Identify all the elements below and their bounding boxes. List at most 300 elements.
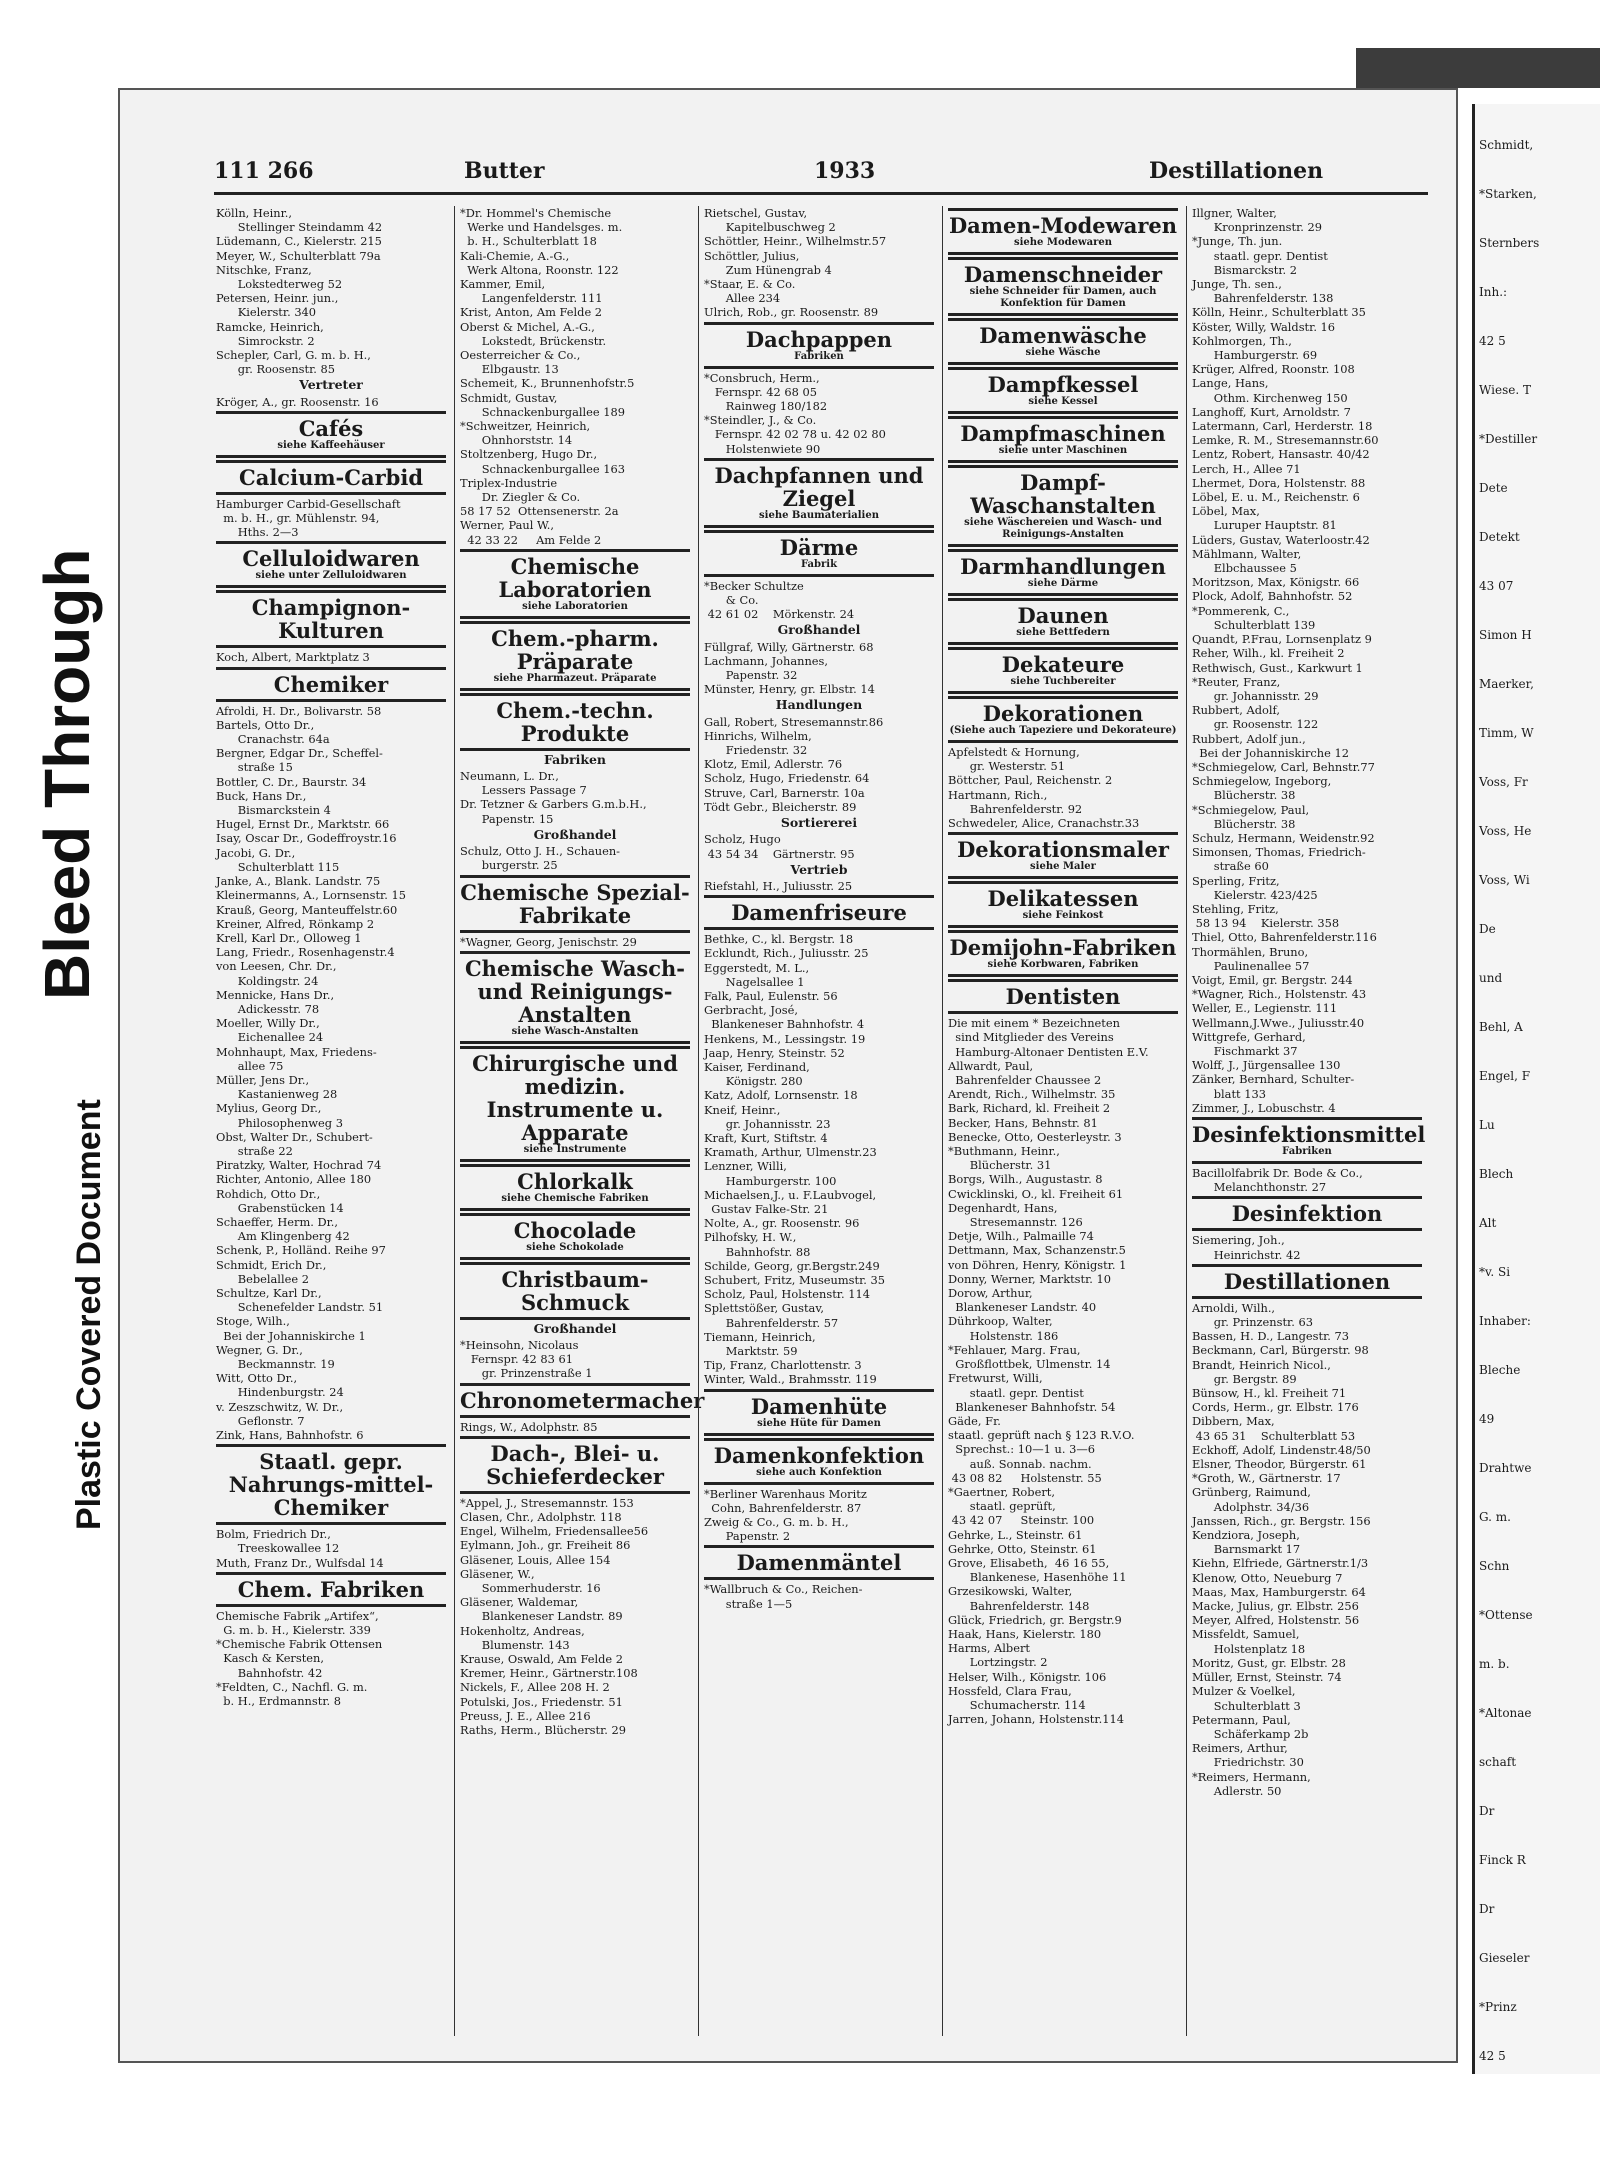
section-title: Damenhüte: [750, 1393, 888, 1419]
directory-entry: Preuss, J. E., Allee 216: [460, 1708, 591, 1723]
column-5: [1192, 206, 1426, 1798]
facing-page-fragment-line: Alt: [1479, 1216, 1497, 1230]
directory-entry: Bolm, Friedrich Dr., Treeskowallee 12: [216, 1527, 340, 1556]
section-title: Chlorkalk: [517, 1168, 633, 1194]
section-heading: [948, 465, 1178, 547]
directory-entry: *Wallbruch & Co., Reichen- straße 1—5: [704, 1582, 863, 1611]
directory-entry: *Steindler, J., & Co. Fernspr. 42 02 78 u. 42 02 80 Holstenwiete 90: [704, 413, 886, 456]
section-heading: [948, 930, 1178, 977]
directory-entry: Schulz, Otto J. H., Schauen- burgerstr. 25: [460, 844, 621, 873]
directory-entry: Janke, A., Blank. Landstr. 75: [216, 874, 381, 889]
facing-page-fragment-line: *Starken,: [1479, 187, 1537, 201]
directory-entry: Muth, Franz Dr., Wulfsdal 14: [216, 1555, 384, 1570]
facing-page-fragment-line: Inh.:: [1479, 285, 1508, 299]
section-heading: [460, 1213, 690, 1260]
directory-entry: Schmidt, Gustav, Schnackenburgallee 189: [460, 390, 626, 419]
section-title: Dampfmaschinen: [960, 421, 1166, 446]
directory-entry: von Leesen, Chr. Dr., Koldingstr. 24: [216, 959, 337, 988]
section-title: Damenfriseure: [731, 900, 907, 926]
directory-entry: *Heinsohn, Nicolaus: [460, 1337, 579, 1352]
directory-entry: Ramcke, Heinrich, Simrockstr. 2: [216, 319, 324, 348]
section-heading: [1192, 1264, 1422, 1299]
section-heading: [216, 411, 446, 458]
directory-entry: Rings, W., Adolphstr. 85: [460, 1419, 598, 1434]
directory-entry: *Schmiegelow, Carl, Behnstr.77: [1192, 759, 1375, 774]
section-note: siehe Chemische Fabriken: [501, 1192, 649, 1204]
section-heading: [704, 322, 934, 369]
section-title: Damenkonfektion: [713, 1442, 925, 1468]
directory-entry: Clasen, Chr., Adolphstr. 118: [460, 1509, 622, 1524]
directory-entry: Wolff, J., Jürgensallee 130: [1192, 1058, 1341, 1073]
bleed-through-label: Bleed Through: [31, 548, 103, 1000]
directory-entry: Scholz, Hugo 43 54 34 Gärtnerstr. 95: [704, 832, 855, 861]
facing-page-fragment-line: Detekt: [1479, 530, 1520, 544]
directory-entry: Bacillolfabrik Dr. Bode & Co., Melanchthonstr. 27: [1192, 1166, 1363, 1195]
facing-page-fragment-line: Wiese. T: [1479, 383, 1531, 397]
section-title: Damenschneider: [963, 262, 1163, 287]
directory-entry: Wegner, G. Dr., Beckmannstr. 19: [216, 1342, 335, 1371]
directory-entry: Bartels, Otto Dr., Cranachstr. 64a: [216, 717, 330, 747]
section-title: Dampf-Waschanstalten: [970, 470, 1156, 518]
directory-entry: Füllgraf, Willy, Gärtnerstr. 68: [704, 639, 874, 654]
section-title: Dach-, Blei- u. Schieferdecker: [486, 1440, 664, 1489]
directory-entry: Latermann, Carl, Herderstr. 18: [1192, 419, 1373, 434]
section-title: Destillationen: [1223, 1268, 1391, 1294]
directory-entry: Böttcher, Paul, Reichenstr. 2: [948, 773, 1113, 788]
directory-entry: Müller, Jens Dr., Kastanienweg 28: [216, 1072, 338, 1102]
section-heading: [704, 1438, 934, 1485]
facing-page-fragment: [1472, 104, 1600, 2074]
section-heading: [948, 832, 1178, 879]
directory-entry: Plock, Adolf, Bahnhofstr. 52: [1192, 589, 1353, 604]
directory-entry: *Chemische Fabrik Ottensen Kasch & Kersten, Bahnhofstr. 42: [216, 1637, 383, 1680]
facing-page-fragment-line: Engel, F: [1479, 1069, 1531, 1083]
column-1: [216, 206, 446, 1708]
directory-entry: Grove, Elisabeth, 46 16 55, Blankenese, Hasenhöhe 11: [948, 1555, 1127, 1585]
directory-entry: Illgner, Walter, Kronprinzenstr. 29: [1192, 206, 1323, 235]
directory-entry: Köster, Willy, Waldstr. 16: [1192, 319, 1336, 334]
section-heading: [948, 416, 1178, 463]
directory-entry: Schöttler, Julius, Zum Hünengrab 4: [704, 248, 832, 277]
directory-entry: Hokenholtz, Andreas, Blumenstr. 143: [460, 1623, 585, 1652]
directory-entry: Mählmann, Walter, Elbchaussee 5: [1192, 546, 1302, 576]
directory-entry: Cwicklinski, O., kl. Freiheit 61: [948, 1186, 1124, 1201]
section-note: Fabriken: [1282, 1146, 1332, 1157]
facing-page-fragment-line: 42 5: [1479, 334, 1506, 348]
section-note: Fabrik: [800, 558, 838, 570]
directory-entry: Werner, Paul W., 42 33 22 Am Felde 2: [460, 518, 602, 547]
section-note: siehe Bettfedern: [1016, 627, 1110, 638]
facing-page-fragment-line: Voss, Fr: [1479, 775, 1528, 789]
directory-entry: Raths, Herm., Blücherstr. 29: [460, 1722, 627, 1737]
section-note: siehe Kessel: [1028, 396, 1098, 407]
facing-page-fragment-line: Schn: [1479, 1559, 1510, 1573]
section-title: Chem. Fabriken: [237, 1576, 425, 1602]
facing-page-fragment-line: De: [1479, 922, 1496, 936]
facing-page-fragment-line: schaft: [1479, 1755, 1517, 1769]
directory-entry: Janssen, Rich., gr. Bergstr. 156: [1192, 1513, 1371, 1528]
section-title: Delikatessen: [987, 886, 1139, 912]
directory-entry: Scholz, Paul, Holstenstr. 114: [704, 1287, 870, 1302]
directory-entry: *Dr. Hommel's Chemische Werke und Handelsges. m. b. H., Schulterblatt 18: [460, 206, 623, 249]
directory-entry: Scholz, Hugo, Friedenstr. 64: [704, 771, 870, 786]
facing-page-fragment-line: 49: [1479, 1412, 1495, 1426]
section-note: siehe Baumaterialien: [759, 509, 879, 521]
section-title: Chemische Laboratorien: [498, 553, 652, 602]
section-heading: [216, 460, 446, 495]
facing-page-fragment-line: *Prinz: [1479, 2000, 1517, 2014]
directory-entry: staatl. geprüft nach § 123 R.V.O. Sprechst.: 10—1 u. 3—6 auß. Sonnab. nachm. 43 08 82 Holstenstr. 55: [948, 1428, 1135, 1485]
directory-entry: Gehrke, L., Steinstr. 61: [948, 1527, 1083, 1542]
directory-entry: Meyer, Alfred, Holstenstr. 56: [1192, 1613, 1360, 1628]
directory-entry: Krause, Oswald, Am Felde 2: [460, 1651, 624, 1666]
section-title: Chemiker: [273, 671, 389, 697]
directory-entry: Schilde, Georg, gr.Bergstr.249: [704, 1258, 880, 1273]
directory-entry: Schwedeler, Alice, Cranachstr.33: [948, 816, 1140, 831]
section-title: Celluloidwaren: [242, 546, 420, 572]
directory-entry: Arendt, Rich., Wilhelmstr. 35: [948, 1087, 1116, 1102]
section-heading: [460, 1436, 690, 1494]
directory-entry: Petersen, Heinr. jun., Kielerstr. 340: [216, 291, 339, 320]
directory-entry: Löbel, E. u. M., Reichenstr. 6: [1192, 490, 1360, 505]
directory-entry: Lerch, H., Allee 71: [1192, 461, 1301, 476]
directory-entry: Kleinermanns, A., Lornsenstr. 15: [216, 888, 406, 903]
section-note: siehe Instrumente: [523, 1143, 627, 1155]
facing-page-fragment-line: G. m.: [1479, 1510, 1511, 1524]
directory-entry: Voigt, Emil, gr. Bergstr. 244: [1192, 972, 1353, 987]
directory-entry: Hugel, Ernst Dr., Marktstr. 66: [216, 817, 390, 832]
section-note: siehe Wäsche: [1025, 347, 1101, 358]
directory-entry: Oberst & Michel, A.-G., Lokstedt, Brückenstr.: [460, 319, 607, 348]
directory-entry: Ecklundt, Rich., Juliusstr. 25: [704, 946, 869, 961]
facing-page-fragment-line: Voss, Wi: [1479, 873, 1530, 887]
directory-entry: Splettstößer, Gustav, Bahrenfelderstr. 57: [704, 1301, 839, 1330]
directory-entry: Bassen, H. D., Langestr. 73: [1192, 1329, 1350, 1344]
directory-entry: Lüders, Gustav, Waterloostr.42: [1192, 532, 1370, 547]
section-heading: [216, 667, 446, 702]
directory-entry: Tip, Franz, Charlottenstr. 3: [704, 1358, 862, 1373]
section-heading: [460, 621, 690, 691]
directory-entry: Bergner, Edgar Dr., Scheffel- straße 15: [216, 746, 383, 775]
section-heading: [704, 1389, 934, 1436]
column-divider: [454, 206, 455, 2036]
plastic-covered-label: Plastic Covered Document: [70, 1099, 108, 1530]
facing-page-fragment-line: m. b.: [1479, 1657, 1510, 1671]
section-heading: [1192, 1196, 1422, 1231]
directory-entry: Gerbracht, José, Blankeneser Bahnhofstr. 4: [704, 1003, 865, 1032]
subheading: Sortiererei: [780, 815, 858, 831]
directory-entry: Dr. Ziegler & Co. 58 17 52 Ottensenerstr. 2a: [460, 490, 619, 519]
directory-entry: *Staar, E. & Co. Allee 234: [704, 277, 796, 306]
facing-page-fragment-line: Blech: [1479, 1167, 1514, 1181]
directory-entry: Gläsener, Waldemar, Blankeneser Landstr. 89: [460, 1595, 623, 1624]
section-heading: [1192, 1117, 1426, 1164]
directory-entry: Pilhofsky, H. W., Bahnhofstr. 88: [704, 1230, 811, 1259]
directory-entry: Gäde, Fr.: [948, 1413, 1001, 1428]
directory-entry: Koch, Albert, Marktplatz 3: [216, 650, 370, 665]
facing-page-fragment-line: Schmidt,: [1479, 138, 1534, 152]
directory-entry: Lentz, Robert, Hansastr. 40/42: [1192, 447, 1370, 462]
directory-entry: Krauß, Georg, Manteuffelstr.60: [216, 902, 398, 917]
directory-entry: Lhermet, Dora, Holstenstr. 88: [1192, 475, 1366, 490]
directory-entry: Reimers, Arthur, Friedrichstr. 30: [1192, 1741, 1304, 1770]
directory-entry: Struve, Carl, Barnerstr. 10a: [704, 785, 865, 800]
directory-entry: Kölln, Heinr., Schulterblatt 35: [1192, 305, 1366, 320]
directory-entry: Dibbern, Max, 43 65 31 Schulterblatt 53: [1192, 1414, 1356, 1443]
directory-entry: Grzesikowski, Walter, Bahrenfelderstr. 148: [948, 1584, 1090, 1613]
header-year: 1933: [814, 158, 876, 184]
directory-entry: Münster, Henry, gr. Elbstr. 14: [704, 682, 875, 697]
directory-entry: Kendziora, Joseph, Barnsmarkt 17: [1192, 1528, 1301, 1557]
column-2: [460, 206, 705, 1737]
section-heading: [460, 1383, 705, 1418]
directory-entry: Schenk, P., Holländ. Reihe 97: [216, 1243, 386, 1258]
directory-entry: Ulrich, Rob., gr. Roosenstr. 89: [704, 305, 879, 320]
facing-page-fragment-line: und: [1479, 971, 1503, 985]
directory-entry: Riefstahl, H., Juliusstr. 25: [704, 878, 853, 893]
section-title: Christbaum-Schmuck: [501, 1266, 649, 1315]
section-title: Damenmäntel: [736, 1550, 902, 1576]
directory-entry: Glück, Friedrich, gr. Bergstr.9: [948, 1612, 1122, 1627]
directory-entry: Bottler, C. Dr., Baurstr. 34: [216, 774, 367, 789]
directory-entry: Brandt, Heinrich Nicol., gr. Bergstr. 89: [1192, 1357, 1331, 1386]
directory-entry: Mohnhaupt, Max, Friedens- allee 75: [216, 1044, 377, 1073]
directory-entry: v. Zeszschwitz, W. Dr., Geflonstr. 7: [216, 1399, 344, 1428]
directory-entry: Zink, Hans, Bahnhofstr. 6: [216, 1428, 364, 1443]
facing-page-fragment-line: Inhaber:: [1479, 1314, 1531, 1328]
directory-entry: Rietschel, Gustav, Kapitelbuschweg 2: [704, 206, 836, 235]
directory-entry: Triplex-Industrie: [460, 475, 558, 490]
section-title: Staatl. gepr. Nahrungs-mittel-Chemiker: [228, 1449, 434, 1521]
directory-entry: Hinrichs, Wilhelm, Friedenstr. 32: [704, 728, 812, 758]
directory-entry: Helser, Wilh., Königstr. 106: [948, 1669, 1107, 1684]
directory-entry: Gläsener, W., Sommerhuderstr. 16: [460, 1566, 601, 1595]
section-title: Chemische Spezial-Fabrikate: [460, 879, 690, 928]
section-title: Chemische Wasch- und Reinigungs-Anstalten: [464, 955, 686, 1027]
section-heading: [948, 257, 1178, 316]
directory-entry: Schulz, Hermann, Weidenstr.92: [1192, 830, 1375, 845]
directory-entry: Thormählen, Bruno, Paulinenallee 57: [1192, 944, 1310, 973]
directory-page: [118, 88, 1458, 2063]
facing-page-fragment-line: Bleche: [1479, 1363, 1521, 1377]
subheading: Großhandel: [533, 826, 617, 842]
section-title: Dekorationen: [982, 701, 1144, 726]
directory-entry: Schmidt, Erich Dr., Bebelallee 2: [216, 1257, 327, 1286]
facing-page-fragment-line: Drahtwe: [1479, 1461, 1532, 1475]
section-title: Damen-Modewaren: [948, 213, 1178, 238]
section-note: siehe unter Zelluloidwaren: [255, 570, 407, 582]
section-title: Daunen: [1017, 603, 1109, 628]
directory-entry: *Gaertner, Robert, staatl. geprüft, 43 42 07 Steinstr. 100: [948, 1484, 1095, 1528]
section-heading: [704, 1545, 934, 1580]
column-divider: [698, 206, 699, 2036]
header-right-keyword: Destillationen: [1149, 158, 1324, 184]
facing-page-fragment-line: Finck R: [1479, 1853, 1526, 1867]
directory-entry: Allwardt, Paul, Bahrenfelder Chaussee 2: [948, 1058, 1102, 1088]
directory-entry: Wittgrefe, Gerhard, Fischmarkt 37: [1192, 1029, 1306, 1058]
section-title: Cafés: [298, 415, 364, 441]
section-title: Damenwäsche: [979, 323, 1147, 348]
directory-entry: Michaelsen,J., u. F.Laubvogel, Gustav Falke-Str. 21: [704, 1187, 877, 1216]
directory-entry: Falk, Paul, Eulenstr. 56: [704, 988, 838, 1003]
directory-entry: Schemeit, K., Brunnenhofstr.5: [460, 376, 635, 391]
directory-entry: Witt, Otto Dr., Hindenburgstr. 24: [216, 1371, 344, 1400]
directory-entry: Grünberg, Raimund, Adolphstr. 34/36: [1192, 1485, 1311, 1514]
subheading: Fabriken: [543, 751, 607, 767]
directory-entry: Rubbert, Adolf, gr. Roosenstr. 122: [1192, 703, 1319, 732]
subheading: Vertreter: [299, 377, 363, 393]
directory-entry: Jacobi, G. Dr., Schulterblatt 115: [216, 845, 340, 874]
directory-entry: *Pommerenk, C., Schulterblatt 139: [1192, 603, 1316, 632]
section-heading: [948, 881, 1178, 928]
directory-entry: *Wagner, Rich., Holstenstr. 43: [1192, 987, 1367, 1002]
directory-entry: *Buthmann, Heinr., Blücherstr. 31: [948, 1144, 1060, 1173]
section-title: Chocolade: [513, 1217, 637, 1243]
facing-page-fragment-line: Voss, He: [1479, 824, 1532, 838]
facing-page-fragment-line: *Ottense: [1479, 1608, 1533, 1622]
facing-page-fragment-line: *Destiller: [1479, 432, 1538, 446]
directory-entry: Gläsener, Louis, Allee 154: [460, 1552, 611, 1567]
section-heading: [948, 318, 1178, 365]
section-heading: [216, 590, 446, 648]
directory-entry: Katz, Adolf, Lornsenstr. 18: [704, 1088, 858, 1103]
directory-entry: Macke, Julius, gr. Elbstr. 256: [1192, 1599, 1359, 1614]
section-heading: [460, 1262, 690, 1320]
subheading: Handlungen: [775, 697, 863, 713]
directory-entry: *Fehlauer, Marg. Frau, Großflottbek, Ulmenstr. 14: [948, 1342, 1111, 1372]
facing-page-fragment-line: Dete: [1479, 481, 1508, 495]
directory-entry: *Wagner, Georg, Jenischstr. 29: [460, 934, 637, 949]
section-heading: [948, 696, 1178, 743]
section-heading: [216, 1572, 446, 1607]
section-note: siehe Schokolade: [526, 1241, 624, 1253]
directory-entry: Neumann, L. Dr., Lessers Passage 7: [460, 769, 587, 798]
directory-entry: Kölln, Heinr., Stellinger Steindamm 42: [216, 206, 383, 235]
directory-entry: Klotz, Emil, Adlerstr. 76: [704, 757, 843, 772]
directory-entry: Rubbert, Adolf jun., Bei der Johanniskirche 12: [1192, 731, 1349, 760]
section-note: Fabriken: [794, 350, 844, 362]
directory-entry: Meyer, W., Schulterblatt 79a: [216, 248, 381, 263]
header-left-keyword: Butter: [464, 158, 545, 184]
directory-entry: Zweig & Co., G. m. b. H., Papenstr. 2: [704, 1515, 849, 1544]
section-heading: [460, 951, 690, 1044]
directory-entry: Kremer, Heinr., Gärtnerstr.108: [460, 1666, 638, 1681]
section-title: Dachpfannen und Ziegel: [714, 462, 924, 511]
column-divider: [1186, 206, 1187, 2036]
directory-entry: Löbel, Max, Luruper Hauptstr. 81: [1192, 504, 1337, 533]
directory-entry: *Reuter, Franz, gr. Johannisstr. 29: [1192, 674, 1319, 703]
scan-edge-block: [1356, 48, 1600, 88]
directory-entry: Gehrke, Otto, Steinstr. 61: [948, 1541, 1097, 1556]
directory-entry: Klenow, Otto, Neueburg 7: [1192, 1570, 1343, 1585]
directory-entry: Apfelstedt & Hornung, gr. Westerstr. 51: [948, 745, 1080, 774]
directory-entry: *Consbruch, Herm., Fernspr. 42 68 05 Rainweg 180/182: [704, 370, 828, 414]
page-number: 111 266: [214, 158, 314, 184]
column-divider: [942, 206, 943, 2036]
directory-entry: Cords, Herm., gr. Elbstr. 176: [1192, 1400, 1359, 1415]
directory-entry: *Becker Schultze & Co. 42 61 02 Mörkenstr. 24: [704, 578, 855, 622]
directory-entry: Weller, E., Legienstr. 111: [1192, 1001, 1338, 1016]
section-note: siehe unter Maschinen: [998, 445, 1128, 456]
directory-entry: Afroldi, H. Dr., Bolivarstr. 58: [216, 703, 382, 718]
directory-entry: Nitschke, Franz, Lokstedterweg 52: [216, 262, 343, 292]
directory-entry: Tiemann, Heinrich, Marktstr. 59: [704, 1329, 816, 1358]
directory-entry: Henkens, M., Lessingstr. 19: [704, 1031, 866, 1046]
directory-entry: Mylius, Georg Dr., Philosophenweg 3: [216, 1101, 343, 1130]
section-heading: [948, 367, 1178, 414]
directory-entry: Langhoff, Kurt, Arnoldstr. 7: [1192, 404, 1351, 419]
section-heading: [948, 647, 1178, 694]
directory-entry: *Reimers, Hermann, Adlerstr. 50: [1192, 1769, 1311, 1798]
directory-entry: Elsner, Theodor, Bürgerstr. 61: [1192, 1457, 1367, 1472]
directory-entry: Maas, Max, Hamburgerstr. 64: [1192, 1584, 1366, 1599]
section-note: siehe Modewaren: [1014, 237, 1112, 248]
section-heading: [216, 541, 446, 588]
directory-entry: Moeller, Willy Dr., Eichenallee 24: [216, 1016, 324, 1045]
directory-entry: Isay, Oscar Dr., Godeffroystr.16: [216, 831, 397, 846]
subheading: Großhandel: [777, 622, 861, 638]
section-title: Chem.-pharm. Präparate: [491, 625, 659, 674]
section-title: Desinfektionsmittel: [1192, 1122, 1426, 1147]
section-note: siehe Kaffeehäuser: [277, 439, 385, 451]
subheading: Vertrieb: [790, 861, 848, 877]
section-heading: [704, 895, 934, 930]
directory-entry: Dettmann, Max, Schanzenstr.5: [948, 1243, 1126, 1258]
directory-entry: Dr. Tetzner & Garbers G.m.b.H., Papenstr. 15: [460, 797, 647, 826]
directory-entry: Winter, Wald., Brahmsstr. 119: [704, 1372, 877, 1387]
section-heading: [460, 693, 690, 751]
directory-entry: Oesterreicher & Co., Elbgaustr. 13: [460, 348, 581, 377]
directory-entry: Piratzky, Walter, Hochrad 74: [216, 1158, 382, 1173]
section-title: Calcium-Carbid: [239, 464, 423, 490]
directory-entry: Hartmann, Rich., Bahrenfelderstr. 92: [948, 787, 1083, 816]
section-heading: [460, 1046, 690, 1162]
directory-entry: Moritz, Gust, gr. Elbstr. 28: [1192, 1655, 1346, 1670]
directory-entry: Sperling, Fritz, Kielerstr. 423/425: [1192, 873, 1318, 902]
directory-entry: Lange, Hans, Othm. Kirchenweg 150: [1192, 376, 1348, 405]
directory-entry: Krüger, Alfred, Roonstr. 108: [1192, 362, 1355, 377]
section-note: siehe Wasch-Anstalten: [511, 1025, 639, 1037]
directory-entry: Lüdemann, C., Kielerstr. 215: [216, 234, 382, 249]
section-heading: [704, 530, 934, 577]
directory-entry: Krell, Karl Dr., Olloweg 1: [216, 930, 362, 945]
directory-entry: Kreiner, Alfred, Rönkamp 2: [216, 916, 375, 931]
section-title: Dentisten: [1005, 984, 1121, 1010]
directory-entry: Donny, Werner, Marktstr. 10: [948, 1271, 1112, 1286]
facing-page-fragment-line: Lu: [1479, 1118, 1495, 1132]
directory-entry: Missfeldt, Samuel, Holstenplatz 18: [1192, 1627, 1306, 1656]
directory-entry: *Feldten, C., Nachfl. G. m. b. H., Erdmannstr. 8: [216, 1679, 368, 1709]
section-heading: [948, 208, 1178, 255]
facing-page-fragment-line: Behl, A: [1479, 1020, 1523, 1034]
section-title: Dekateure: [1001, 652, 1125, 677]
directory-entry: Wellmann,J.Wwe., Juliusstr.40: [1192, 1015, 1365, 1030]
directory-entry: Beckmann, Carl, Bürgerstr. 98: [1192, 1343, 1369, 1358]
facing-page-fragment-line: Sternbers: [1479, 236, 1540, 250]
directory-entry: Kröger, A., gr. Roosenstr. 16: [216, 394, 379, 409]
directory-entry: Chemische Fabrik „Artifex“, G. m. b. H., Kielerstr. 339: [216, 1608, 379, 1638]
section-heading: [948, 979, 1178, 1014]
facing-page-fragment-line: 42 5: [1479, 2049, 1506, 2063]
directory-entry: Eylmann, Joh., gr. Freiheit 86: [460, 1538, 631, 1553]
section-note: siehe Tuchbereiter: [1010, 676, 1116, 687]
directory-entry: Nolte, A., gr. Roosenstr. 96: [704, 1216, 860, 1231]
section-title: Dampfkessel: [987, 372, 1139, 397]
directory-entry: Junge, Th. sen., Bahrenfelderstr. 138: [1192, 277, 1334, 306]
directory-entry: Die mit einem * Bezeichneten sind Mitglieder des Vereins Hamburg-Altonaer Dentisten E.V.: [948, 1016, 1149, 1059]
directory-entry: *Groth, W., Gärtnerstr. 17: [1192, 1471, 1341, 1486]
directory-entry: Borgs, Wilh., Augustastr. 8: [948, 1172, 1103, 1187]
